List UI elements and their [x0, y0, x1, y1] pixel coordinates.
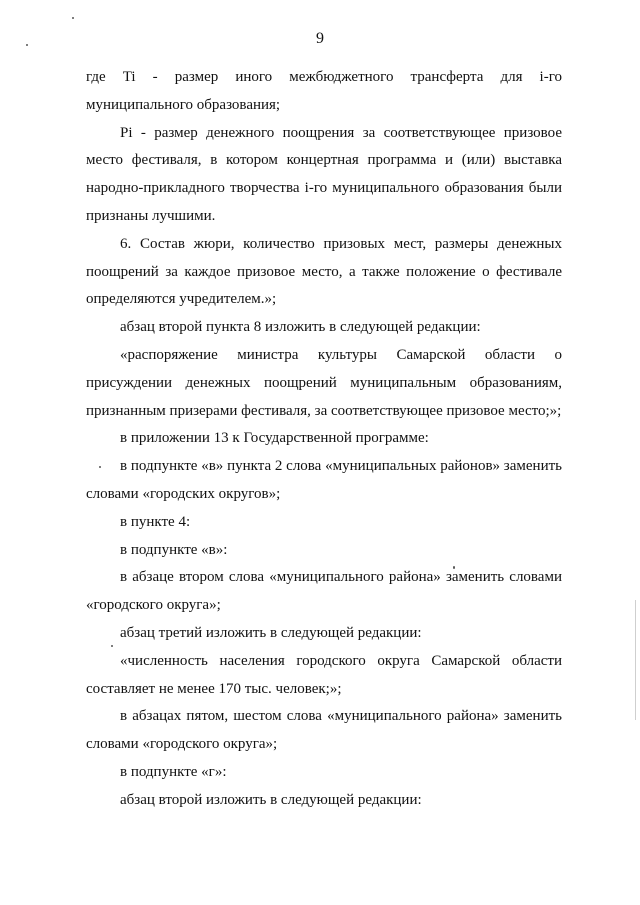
paragraph-second-abzac: в абзаце втором слова «муниципального района» заменить словами «городского округа»;: [86, 569, 562, 614]
paragraph-amendment-point-8: абзац второй пункта 8 изложить в следующей редакции:: [120, 319, 481, 336]
paragraph-subpoint-v: в подпункте «в»:: [120, 541, 228, 558]
paragraph-subpoint-g: в подпункте «г»:: [120, 763, 227, 780]
scan-speck: [111, 645, 113, 647]
page-number: 9: [316, 30, 324, 47]
scan-edge-line: [635, 600, 636, 720]
paragraph-quote-population: «численность населения городского округа Самарской области составляет не менее 170 тыс. человек;»;: [86, 652, 562, 697]
paragraph-quote-order: «распоряжение министра культуры Самарской области о присуждении денежных поощрений муниципальным образованиям, признанным призерами фестиваля, за соответствующее призовое место;»;: [86, 346, 562, 419]
paragraph-fifth-sixth-abzac: в абзацах пятом, шестом слова «муниципального района» заменить словами «городского округа»;: [86, 708, 562, 753]
paragraph-definition-ti: где Ti - размер иного межбюджетного трансферта для i-го муниципального образования;: [86, 69, 562, 113]
paragraph-second-abzac-edit: абзац второй изложить в следующей редакции:: [120, 791, 422, 808]
paragraph-point-4: в пункте 4:: [120, 513, 191, 530]
document-body: [86, 64, 562, 815]
scan-speck: [72, 17, 74, 19]
paragraph-appendix-13: в приложении 13 к Государственной программе:: [120, 430, 429, 447]
scan-speck: [99, 466, 101, 468]
paragraph-third-abzac: абзац третий изложить в следующей редакции:: [120, 624, 422, 641]
paragraph-item-6: 6. Состав жюри, количество призовых мест, размеры денежных поощрений за каждое призовое место, а также положение о фестивале определяются учредителем.»;: [86, 235, 562, 308]
paragraph-definition-pi: Pi - размер денежного поощрения за соответствующее призовое место фестиваля, в котором концертная программа и (или) выставка народно-прикладного творчества i-го муниципального образования были признаны лучшими.: [86, 124, 562, 224]
scan-speck: [453, 566, 455, 569]
paragraph-subpoint-v-point-2: в подпункте «в» пункта 2 слова «муниципальных районов» заменить словами «городских округов»;: [86, 458, 562, 502]
scan-speck: [26, 44, 28, 46]
